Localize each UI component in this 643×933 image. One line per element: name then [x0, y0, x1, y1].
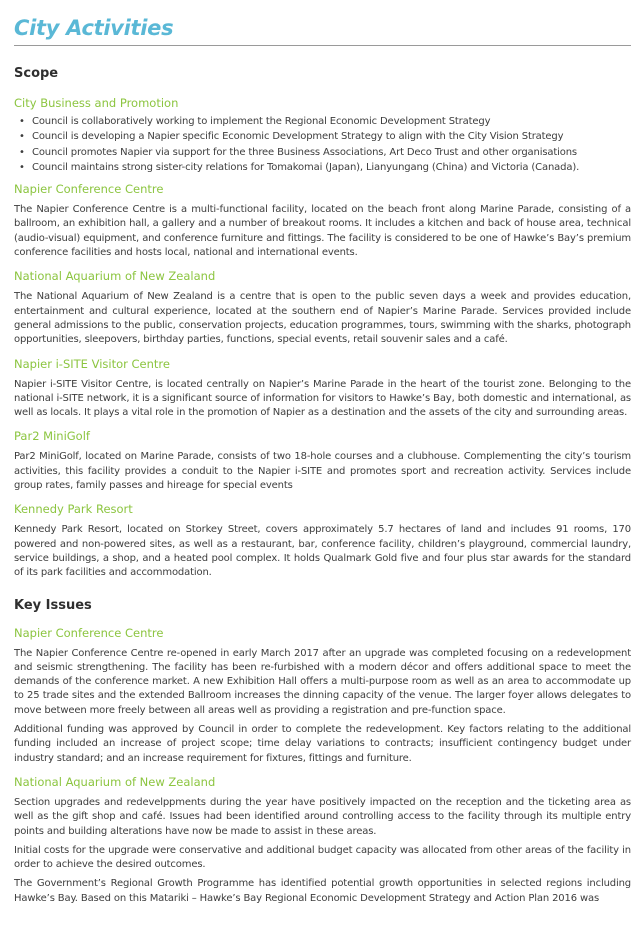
minigolf-paragraph: Par2 MiniGolf, located on Marine Parade, consists of two 18-hole courses and a clubhouse. Complementing the city’s tourism activities, this facility provides a conduit to the Napier i-SITE and promotes sport and recreation activity. Services include group rates, family passes and hireage for special events — [14, 451, 631, 492]
city-business-heading: City Business and Promotion — [14, 96, 179, 110]
aquarium-heading: National Aquarium of New Zealand — [14, 269, 216, 284]
key-issues-aquarium-paragraph-3: The Government’s Regional Growth Programme has identified potential growth opportunities in selected regions including Hawke’s Bay. Based on this Matariki – Hawke’s Bay Regional Economic Development Strategy and Action Plan 2016 was — [14, 878, 631, 904]
kennedy-park-paragraph: Kennedy Park Resort, located on Storkey Street, covers approximately 5.7 hectares of land and includes 91 rooms, 170 powered and non-powered sites, as well as a restaurant, bar, conference facility, children’s playground, commercial laundry, service buildings, a shop, and a heated pool complex. It holds Qualmark Gold five and four plus star awards for the standard of its park facilities and accommodation. — [14, 524, 631, 579]
isite-heading: Napier i-SITE Visitor Centre — [14, 356, 170, 371]
key-issues-aquarium-paragraph-2: Initial costs for the upgrade were conservative and additional budget capacity was allocated from other areas of the facility in order to achieve the desired outcomes. — [14, 844, 631, 871]
city-business-list — [14, 114, 631, 175]
page-title: City Activities — [14, 16, 174, 40]
key-issues-aquarium-heading: National Aquarium of New Zealand — [14, 774, 216, 789]
key-issues-conference-paragraph-1: The Napier Conference Centre re-opened in early March 2017 after an upgrade was completed focusing on a redevelopment and seismic strengthening. The facility has been re-furbished with a modern décor and offers additional space to meet the demands of the conference market. A new Exhibition Hall offers a multi-purpose room as well as an area to accommodate up to 25 trade sites and the extended Ballroom increases the dinning capacity of the venue. The larger foyer allows delegates to move between more freely between all areas well as providing a registration and pre-function space. — [14, 647, 631, 716]
conference-centre-paragraph: The Napier Conference Centre is a multi-functional facility, located on the beach front along Marine Parade, consisting of a ballroom, an exhibition hall, a gallery and a number of breakout rooms. It includes a kitchen and back of house area, technical (audio-visual) equipment, and conference furniture and fittings. The facility is considered to be one of Hawke’s Bay’s premium conference facilities and hosts local, national and international events. — [14, 204, 631, 259]
kennedy-park-heading: Kennedy Park Resort — [14, 502, 133, 517]
key-issues-heading: Key Issues — [14, 597, 92, 613]
key-issues-aquarium-paragraph-1: Section upgrades and redevelppments during the year have positively impacted on the reception and the ticketing area as well as the gift shop and café. Issues had been identified around controlling access to the facility through its multiple entry points and building alterations have now be made to assist in these areas. — [14, 796, 631, 837]
conference-centre-heading: Napier Conference Centre — [14, 182, 164, 197]
list-item: • Council is developing a Napier specific Economic Development Strategy to align with the City Vision Strategy — [32, 129, 631, 144]
list-item: • Council promotes Napier via support for the three Business Associations, Art Deco Trust and other organisations — [32, 145, 631, 160]
isite-paragraph: Napier i-SITE Visitor Centre, is located centrally on Napier’s Marine Parade in the heart of the tourist zone. Belonging to the national i-SITE network, it is a significant source of information for visitors to Hawke’s Bay, both domestic and international, as well as locals. It plays a vital role in the promotion of Napier as a destination and the assets of the city and surrounding areas. — [14, 378, 631, 419]
key-issues-conference-heading: Napier Conference Centre — [14, 625, 164, 640]
list-item: • Council maintains strong sister-city relations for Tomakomai (Japan), Lianyungang (China) and Victoria (Canada). — [32, 160, 631, 175]
aquarium-paragraph: The National Aquarium of New Zealand is a centre that is open to the public seven days a week and provides education, entertainment and cultural experience, located at the southern end of Napier’s Marine Parade. Services provided include general admissions to the public, conservation projects, education programmes, tours, swimming with the sharks, photograph opportunities, sleepovers, birthday parties, functions, special events, retail souvenir sales and a café. — [14, 291, 631, 346]
minigolf-heading: Par2 MiniGolf — [14, 429, 90, 444]
title-divider — [14, 45, 631, 46]
key-issues-conference-paragraph-2: Additional funding was approved by Council in order to complete the redevelopment. Key factors relating to the additional funding included an increase of project scope; time delay variations to contracts; insufficient contingency budget under industry standard; and an increase requirement for fixtures, fittings and furniture. — [14, 724, 631, 764]
scope-heading: Scope — [14, 66, 59, 81]
list-item: • Council is collaboratively working to implement the Regional Economic Development Strategy — [32, 114, 631, 129]
